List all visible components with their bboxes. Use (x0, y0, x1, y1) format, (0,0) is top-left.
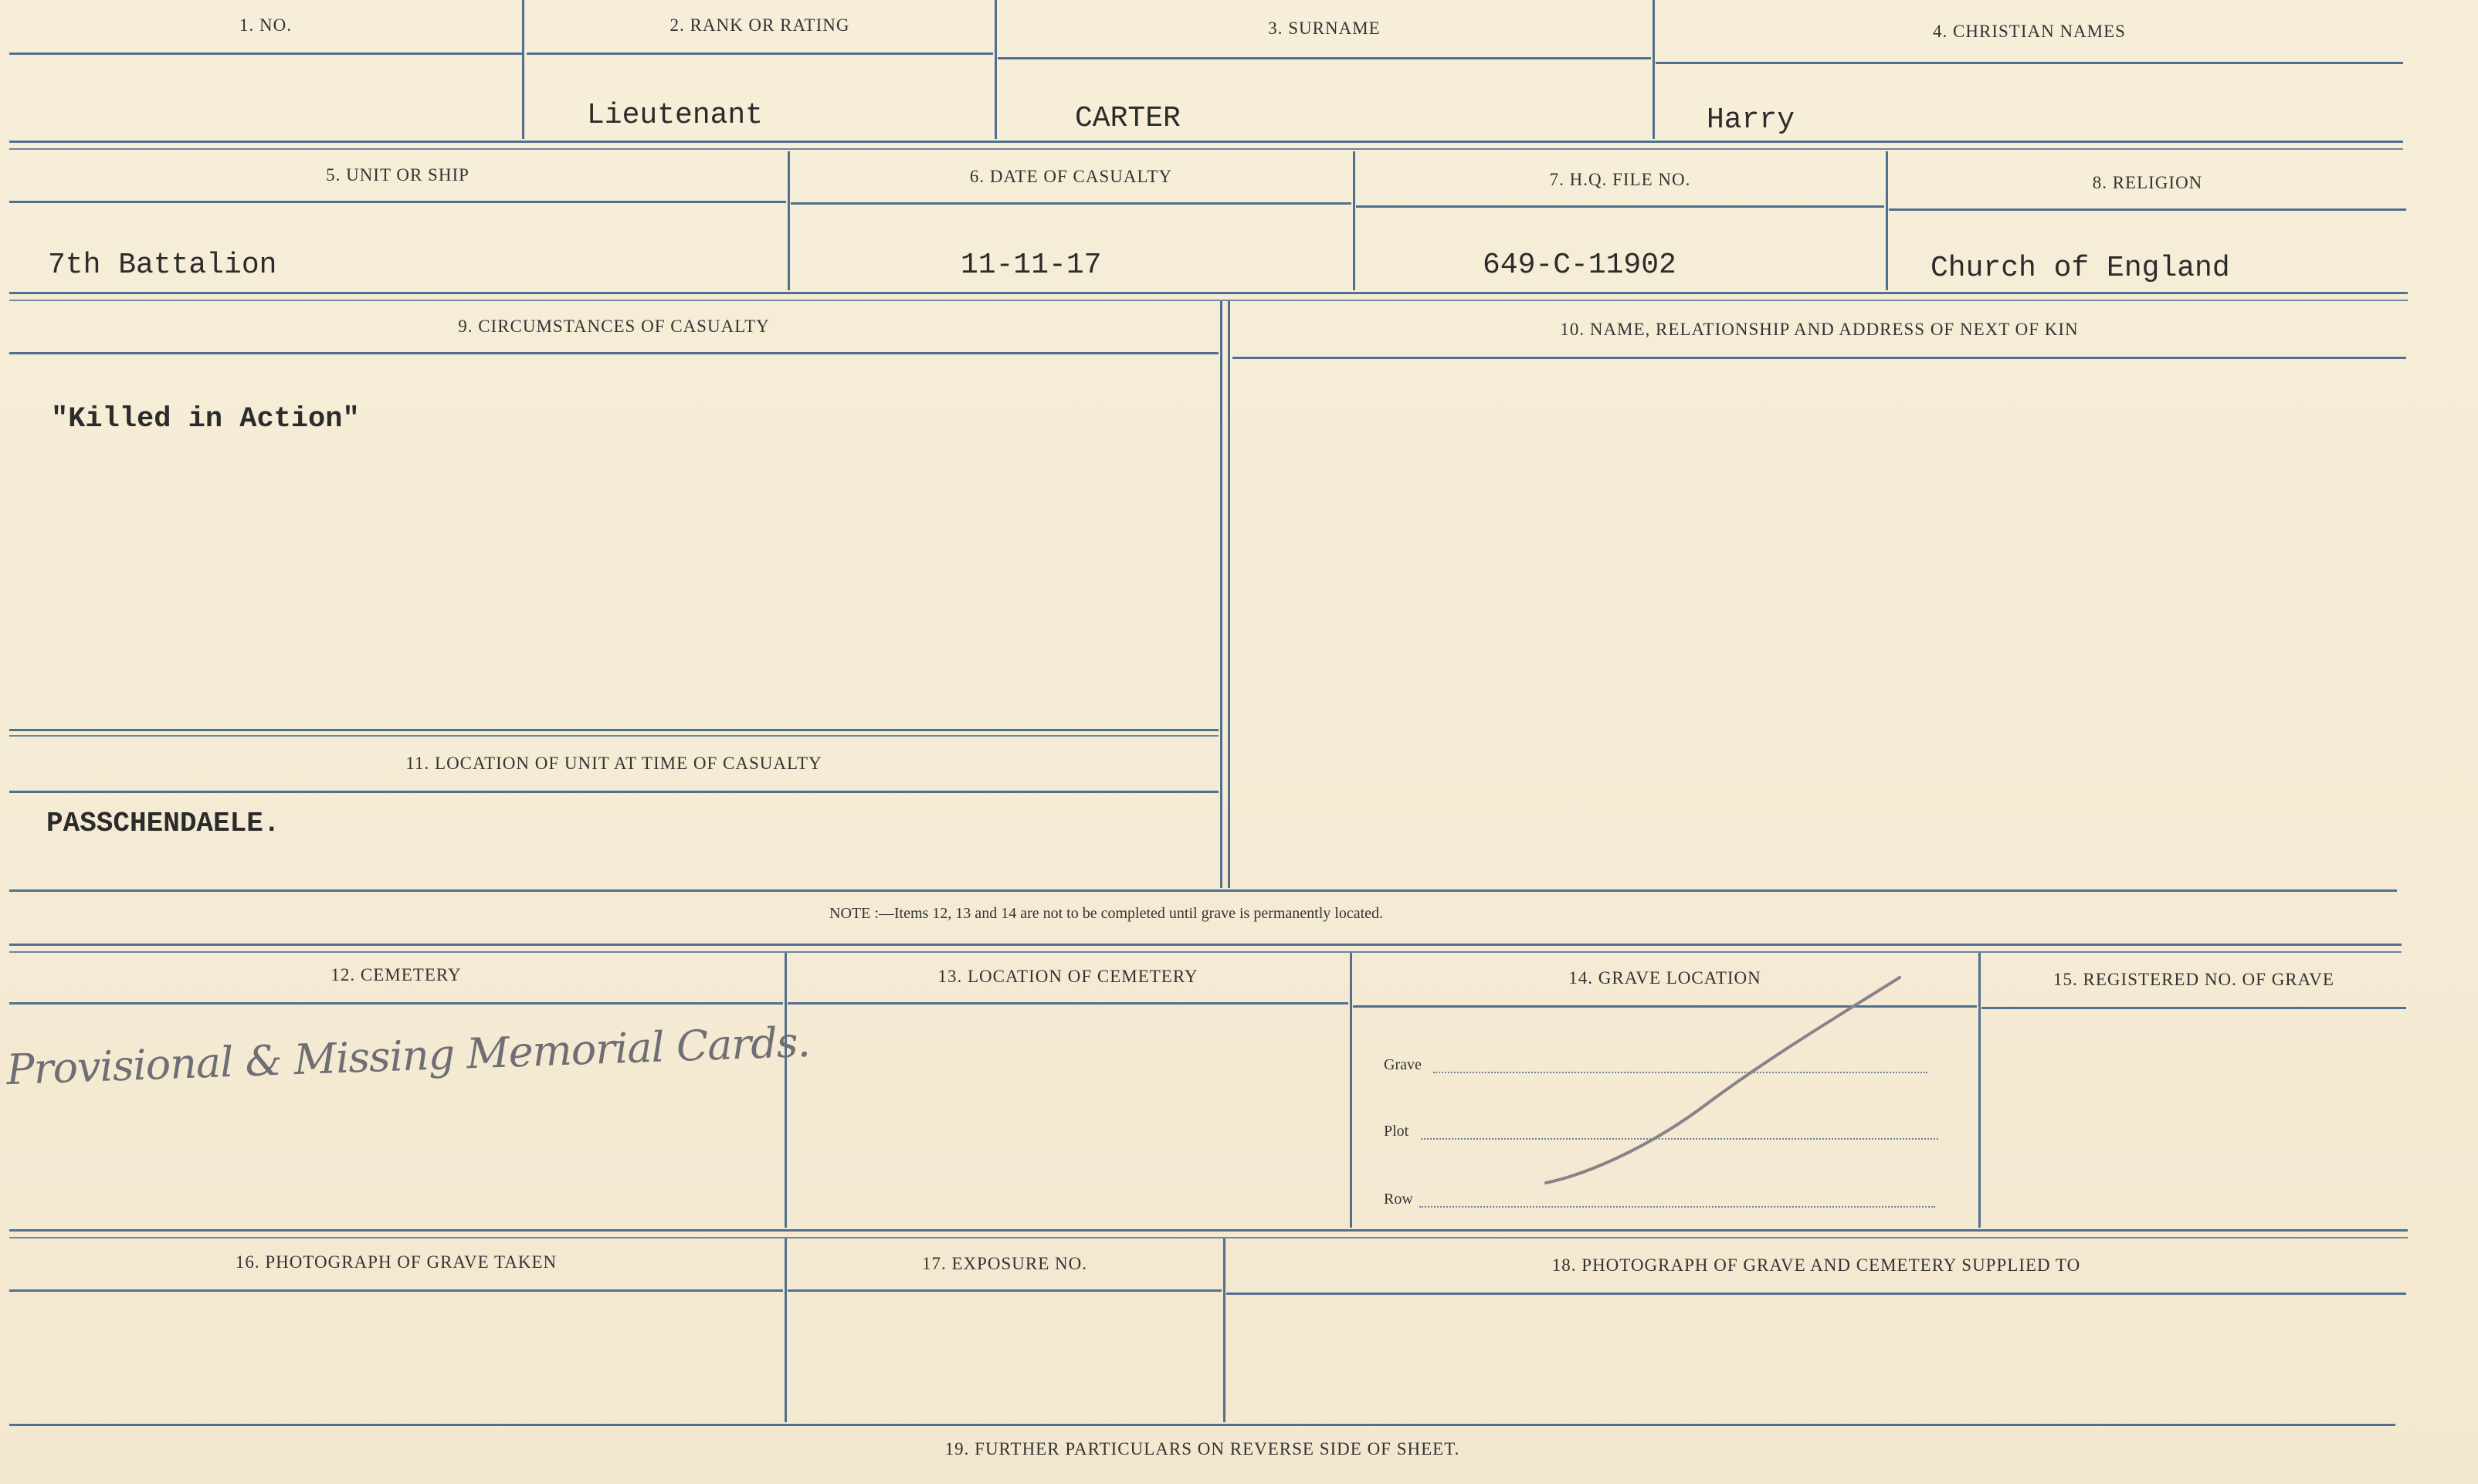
header-circumstances: 9. CIRCUMSTANCES OF CASUALTY (458, 317, 770, 336)
rule (9, 729, 1219, 731)
header-registered-no: 15. REGISTERED NO. OF GRAVE (2053, 970, 2334, 989)
christian-names-value: Harry (1707, 103, 1795, 137)
divider (522, 0, 524, 139)
divider (1223, 1238, 1225, 1422)
divider (785, 953, 787, 1228)
rule (9, 141, 2403, 143)
divider (1353, 151, 1355, 290)
header-no: 1. NO. (239, 15, 292, 35)
hq-file-value: 649-C-11902 (1483, 249, 1676, 282)
header-location-cemetery: 13. LOCATION OF CEMETERY (937, 967, 1198, 986)
grave-slash-mark (1537, 973, 1907, 1189)
rule (9, 1237, 2408, 1238)
surname-value: CARTER (1075, 102, 1181, 135)
rule (9, 944, 2402, 946)
rule (1656, 62, 2403, 64)
header-religion: 8. RELIGION (2092, 173, 2203, 192)
rule (9, 735, 1219, 737)
rule (9, 148, 2403, 150)
divider (788, 151, 790, 290)
header-date: 6. DATE OF CASUALTY (969, 167, 1173, 186)
rule (788, 1002, 1348, 1005)
rule (9, 201, 786, 203)
header-photo-supplied: 18. PHOTOGRAPH OF GRAVE AND CEMETERY SUPPLIED TO (1551, 1255, 2081, 1275)
rule (1226, 1293, 2406, 1295)
rule (9, 300, 2408, 301)
divider (1886, 151, 1888, 290)
divider (995, 0, 997, 139)
cemetery-handwritten-value: Provisional & Missing Memorial Cards. (5, 1017, 811, 1095)
rule (9, 889, 2397, 892)
rule (9, 292, 2408, 294)
divider (1350, 953, 1352, 1228)
rule (9, 352, 1219, 354)
rule (527, 53, 993, 55)
rule (9, 951, 2402, 953)
row-label: Row (1384, 1191, 1413, 1208)
unit-value: 7th Battalion (48, 249, 277, 282)
rule (788, 1289, 1222, 1292)
row-dotted-line (1419, 1206, 1935, 1208)
divider (1228, 301, 1230, 888)
rule (9, 1002, 783, 1005)
header-location-unit: 11. LOCATION OF UNIT AT TIME OF CASUALTY (405, 754, 822, 773)
rule (1356, 205, 1884, 208)
rule (1981, 1007, 2406, 1009)
rule (998, 57, 1651, 59)
header-cemetery: 12. CEMETERY (331, 965, 462, 984)
rule (9, 1229, 2408, 1232)
rank-value: Lieutenant (587, 99, 764, 132)
location-unit-value: PASSCHENDAELE. (46, 808, 280, 839)
divider (785, 1238, 787, 1422)
rule (9, 1289, 783, 1292)
header-grave-location: 14. GRAVE LOCATION (1568, 968, 1761, 988)
divider (1220, 301, 1222, 888)
grave-label: Grave (1384, 1056, 1422, 1073)
religion-value: Church of England (1931, 252, 2230, 285)
rule (1889, 208, 2406, 211)
date-value: 11-11-17 (961, 249, 1102, 282)
rule (9, 791, 1219, 793)
header-next-of-kin: 10. NAME, RELATIONSHIP AND ADDRESS OF NEXT OF KIN (1560, 320, 2079, 339)
header-rank: 2. RANK OR RATING (670, 15, 850, 35)
divider (1978, 953, 1981, 1228)
rule (1232, 357, 2406, 359)
header-christian-names: 4. CHRISTIAN NAMES (1933, 22, 2126, 41)
circumstances-value: "Killed in Action" (51, 403, 360, 435)
note-text: NOTE :—Items 12, 13 and 14 are not to be completed until grave is permanently located. (829, 905, 1384, 922)
plot-label: Plot (1384, 1123, 1409, 1140)
rule (9, 53, 522, 55)
rule (791, 202, 1351, 205)
header-hq-file: 7. H.Q. FILE NO. (1549, 170, 1691, 189)
header-further: 19. FURTHER PARTICULARS ON REVERSE SIDE OF SHEET. (944, 1439, 1460, 1459)
header-photo-taken: 16. PHOTOGRAPH OF GRAVE TAKEN (235, 1252, 558, 1272)
header-surname: 3. SURNAME (1268, 19, 1381, 38)
rule (9, 1424, 2395, 1426)
header-exposure: 17. EXPOSURE NO. (921, 1254, 1088, 1273)
header-unit: 5. UNIT OR SHIP (326, 165, 469, 185)
divider (1653, 0, 1655, 139)
